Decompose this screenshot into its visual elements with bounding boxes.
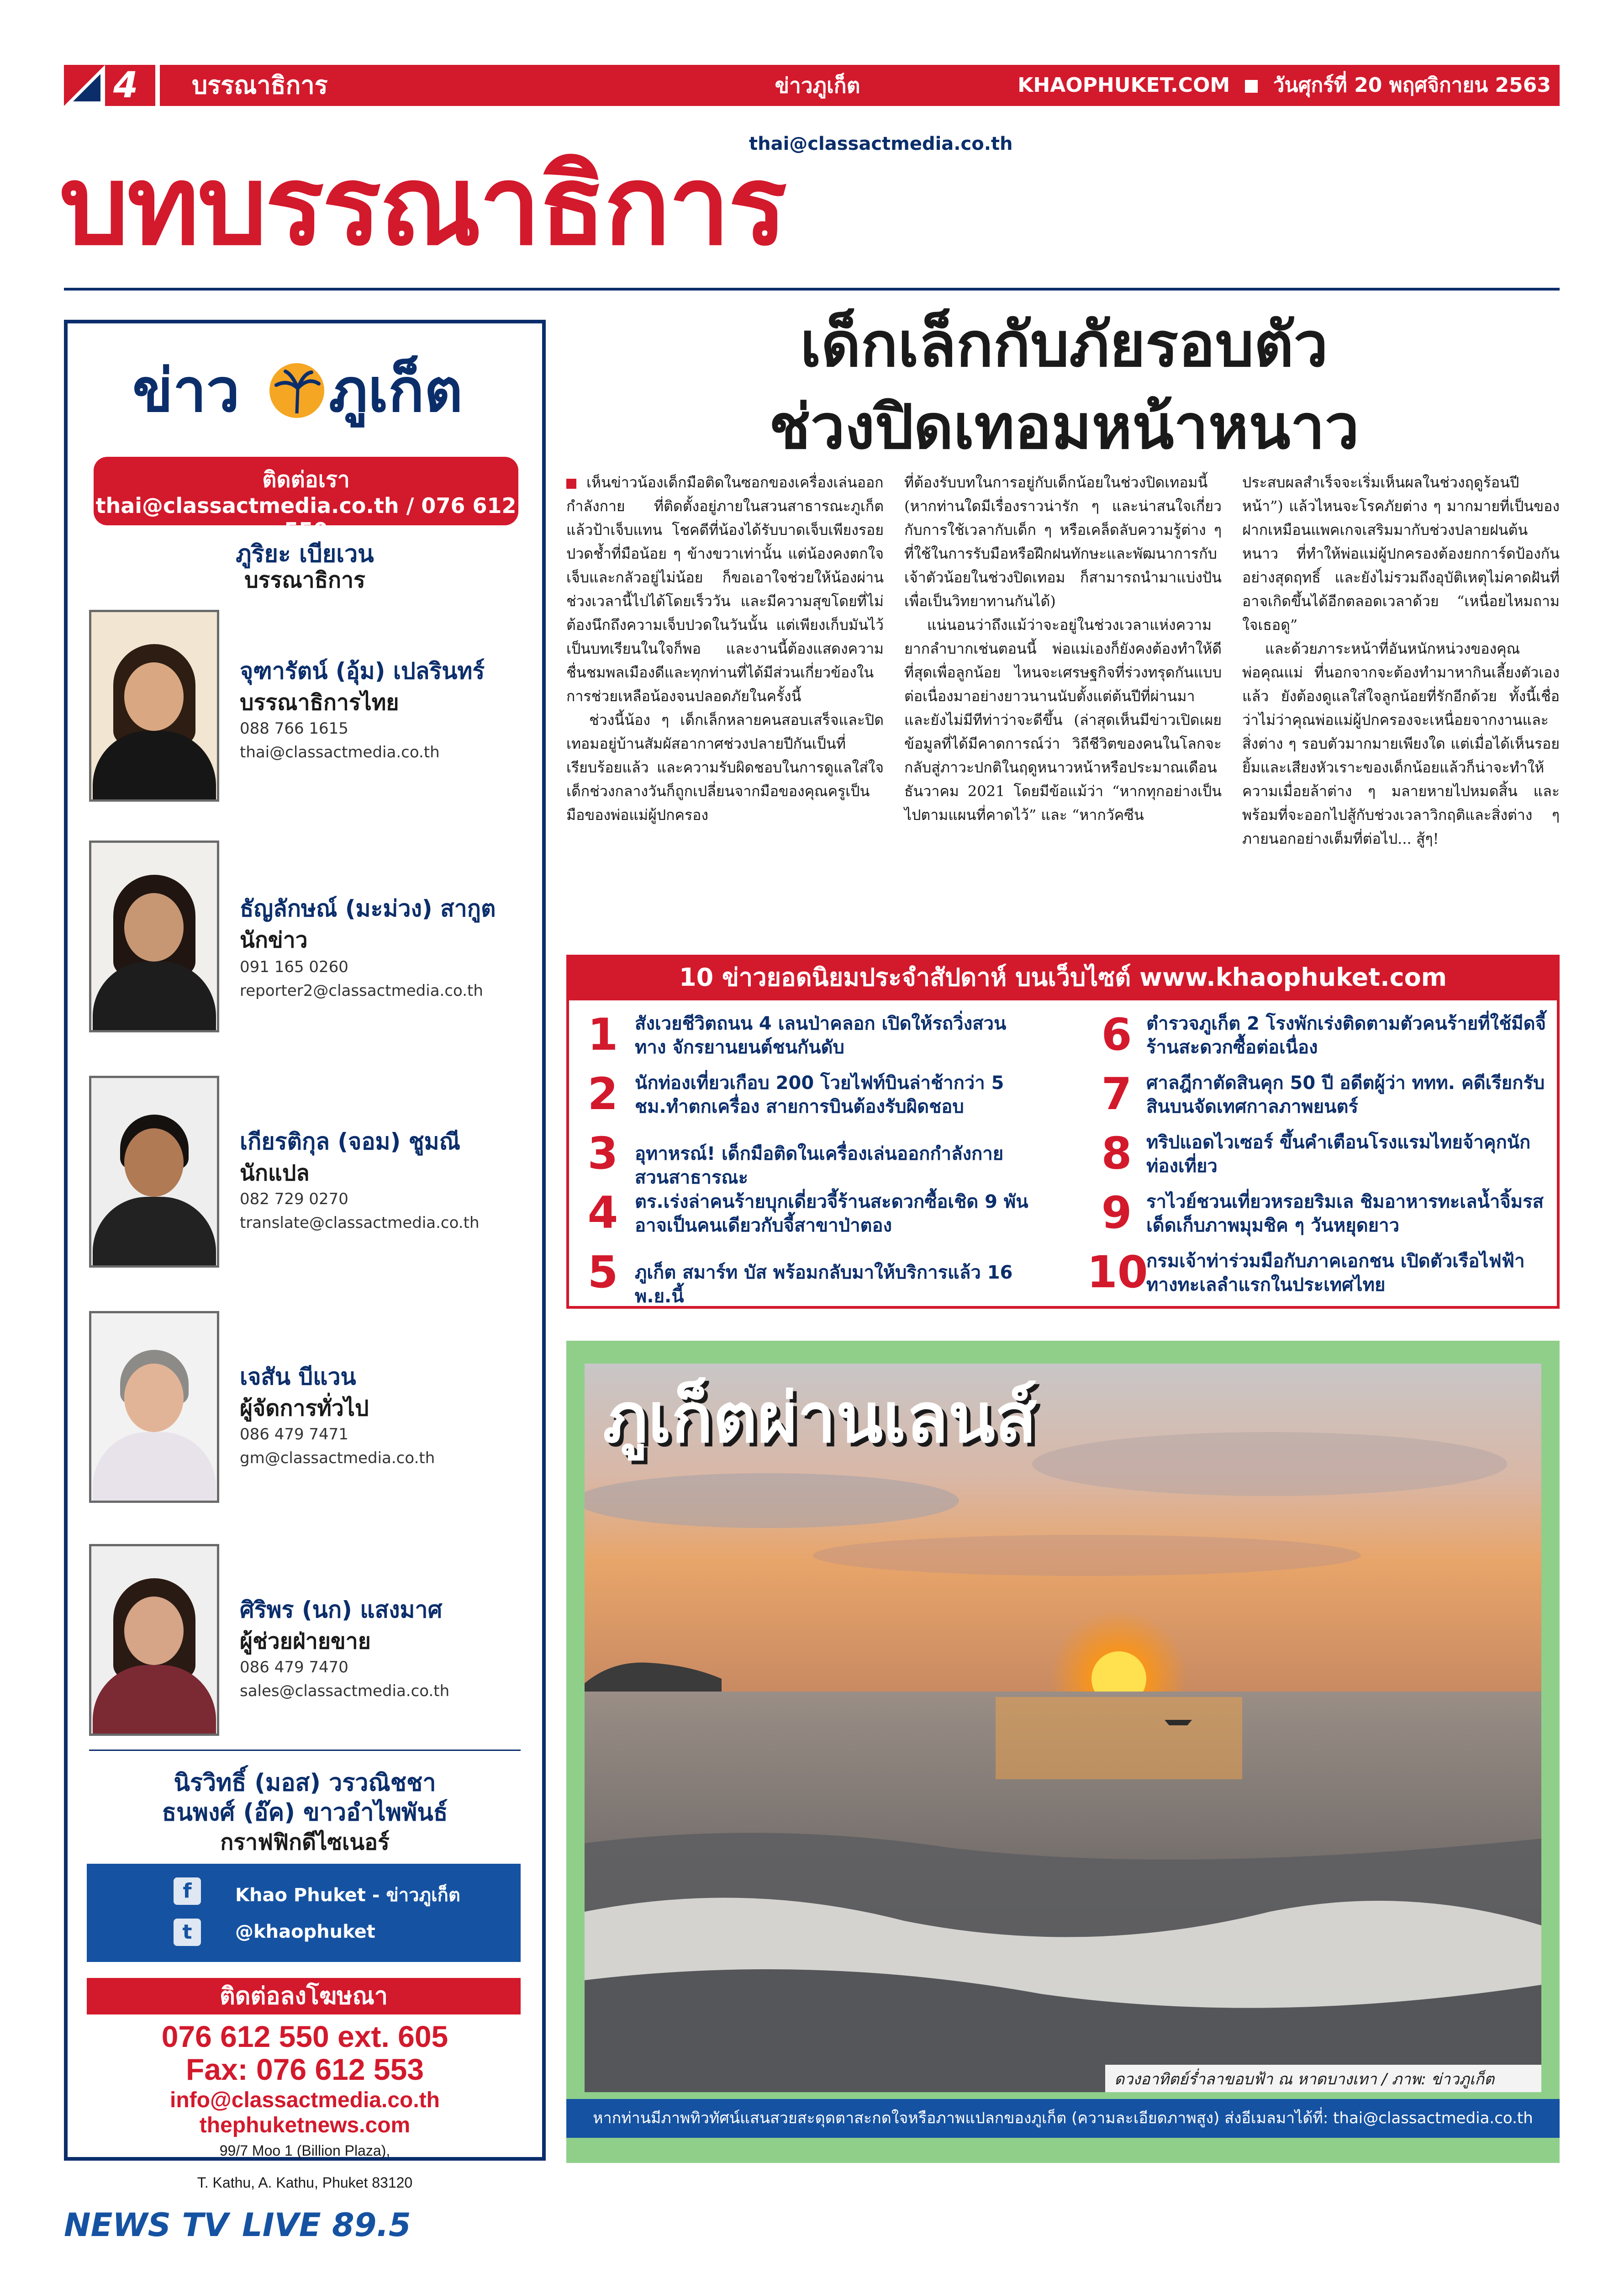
site-and-date bbox=[1018, 65, 1551, 106]
ad-email[interactable]: info@classactmedia.co.th bbox=[170, 2088, 440, 2112]
staff-role-4: ผู้จัดการทั่วไป bbox=[240, 1396, 369, 1421]
headline-line-2: ช่วงปิดเทอมหน้าหนาว bbox=[769, 391, 1360, 463]
top10-item-3[interactable]: อุทาหรณ์! เด็กมือติดในเครื่องเล่นออกกำลังกายสวนสาธารณะ bbox=[635, 1143, 1004, 1188]
staff-role-2: นักข่าว bbox=[240, 927, 308, 953]
top10-item-10[interactable]: กรมเจ้าท่าร่วมมือกับภาคเอกชน เปิดตัวเรือไฟฟ้าทางทะเลลำแรกในประเทศไทย bbox=[1146, 1251, 1525, 1295]
top10-number: 9 bbox=[1101, 1187, 1132, 1238]
sunset-image bbox=[585, 1364, 1541, 2092]
palm-tree-icon bbox=[269, 363, 324, 418]
header-divider bbox=[155, 65, 160, 106]
photo-submit-bar[interactable]: หากท่านมีภาพทิวทัศน์แสนสวยสะดุดตาสะกดใจหรือภาพแปลกของภูเก็ต (ความละเอียดภาพสูง) ส่งอีเมลมาได้ที่: thai@classactmedia.co.th bbox=[566, 2099, 1560, 2138]
article-column-3 bbox=[1242, 471, 1560, 851]
top10-number: 10 bbox=[1087, 1247, 1148, 1298]
sidebar-divider bbox=[89, 1750, 521, 1751]
khaophuket-logo bbox=[132, 352, 489, 429]
top10-number: 3 bbox=[587, 1128, 618, 1179]
twitter-label[interactable]: @khaophuket bbox=[235, 1921, 375, 1942]
ad-phone[interactable]: 076 612 550 ext. 605 bbox=[161, 2020, 448, 2053]
top10-item-1[interactable]: สังเวยชีวิตถนน 4 เลนป่าคลอก เปิดให้รถวิ่งสวนทาง จักรยานยนต์ชนกันดับ bbox=[635, 1013, 1007, 1058]
staff-photo-1 bbox=[89, 610, 219, 802]
top10-item-5[interactable]: ภูเก็ต สมาร์ท บัส พร้อมกลับมาให้บริการแล้ว 16 พ.ย.นี้ bbox=[635, 1262, 1013, 1307]
logo-text-left: ข่าว bbox=[132, 356, 240, 425]
staff-email-3[interactable]: translate@classactmedia.co.th bbox=[240, 1214, 480, 1232]
staff-photo-5 bbox=[89, 1544, 219, 1736]
live-radio-logo: LIVE 89.5 bbox=[242, 2206, 411, 2244]
corner-triangle-blue bbox=[73, 74, 100, 101]
social-box bbox=[87, 1864, 521, 1962]
page-title: บทบรรณาธิการ bbox=[59, 142, 786, 270]
staff-phone-5[interactable]: 086 479 7470 bbox=[240, 1658, 348, 1676]
top10-header: 10 ข่าวยอดนิยมประจำสัปดาห์ บนเว็บไซต์ www.khaophuket.com bbox=[566, 955, 1560, 1000]
sunset-photo bbox=[585, 1364, 1541, 2092]
top10-number: 1 bbox=[587, 1009, 618, 1060]
page-number: 4 bbox=[113, 65, 138, 106]
staff-email-5[interactable]: sales@classactmedia.co.th bbox=[240, 1682, 450, 1700]
top10-item-8[interactable]: ทริปแอดไวเซอร์ ขึ้นคำเตือนโรงแรมไทยจ้าคุกนักท่องเที่ยว bbox=[1146, 1132, 1531, 1177]
top10-item-2[interactable]: นักท่องเที่ยวเกือบ 200 โวยไฟท์บินล่าช้ากว่า 5 ชม.ทำตกเครื่อง สายการบินต้องรับผิดชอบ bbox=[635, 1073, 1004, 1117]
top10-item-4[interactable]: ตร.เร่งล่าคนร้ายบุกเดี่ยวจี้ร้านสะดวกซื้อเชิด 9 พัน อาจเป็นคนเดียวกับจี้สาขาป่าตอง bbox=[635, 1191, 1028, 1236]
top10-number: 4 bbox=[587, 1187, 618, 1238]
staff-phone-2[interactable]: 091 165 0260 bbox=[240, 958, 348, 976]
contact-box bbox=[94, 457, 518, 543]
staff-photo-2 bbox=[89, 841, 219, 1032]
paragraph: ประสบผลสำเร็จจะเริ่มเห็นผลในช่วงฤดูร้อนปีหน้า”) แล้วไหนจะโรคภัยต่าง ๆ มากมายที่เป็นของฝากเหมือนแพคเกจเสริมมากับช่วงปลายฝนต้นหนาว ที่ทำให้พ่อแม่ผู้ปกครองต้องยกการ์ดป้องกันอย่างสุดฤทธิ์ และยังไม่รวมถึงอุบัติเหตุไม่คาดฝันที่อาจเกิดขึ้นได้อีกตลอดเวลาด้วย “เหนื่อยไหมถามใจเธอดู” bbox=[1242, 474, 1560, 634]
staff-role-5: ผู้ช่วยฝ่ายขาย bbox=[240, 1628, 371, 1654]
top10-number: 5 bbox=[587, 1247, 618, 1298]
editor-name: ภูริยะ เบียเวน bbox=[236, 540, 374, 568]
paragraph: แน่นอนว่าถึงแม้ว่าจะอยู่ในช่วงเวลาแห่งความยากลำบากเช่นตอนนี้ พ่อแม่เองก็ยังคงต้องทำให้ดีที่สุดเพื่อลูกน้อย ไหนจะเศรษฐกิจที่ร่วงทรุดกันแบบต่อเนื่องมาอย่างยาวนานนับตั้งแต่ต้นปีที่ผ่านมา และยังไม่มีทีท่าว่าจะดีขึ้น (ล่าสุดเห็นมีข่าวเปิดเผยข้อมูลที่ได้มีคาดการณ์ว่า วิถีชีวิตของคนในโลกจะกลับสู่ภาวะปกติในฤดูหนาวหน้าหรือประมาณเดือนธันวาคม 2021 โดยมีข้อแม้ว่า “หากทุกอย่างเป็นไปตามแผนที่คาดไว้” และ “หากวัคซีน bbox=[904, 616, 1222, 824]
staff-phone-3[interactable]: 082 729 0270 bbox=[240, 1190, 348, 1208]
staff-role-3: นักแปล bbox=[240, 1160, 310, 1186]
contact-title: ติดต่อเรา bbox=[262, 467, 350, 492]
logo-text-right: ภูเก็ต bbox=[329, 356, 463, 425]
staff-name-3: เกียรติกุล (จอม) ชูมณี bbox=[240, 1128, 460, 1155]
staff-role-1: บรรณาธิการไทย bbox=[240, 690, 399, 715]
staff-name-2: ธัญลักษณ์ (มะม่วง) สากูต bbox=[240, 895, 496, 922]
staff-email-2[interactable]: reporter2@classactmedia.co.th bbox=[240, 982, 483, 1000]
staff-email-4[interactable]: gm@classactmedia.co.th bbox=[240, 1449, 435, 1467]
twitter-icon[interactable]: t bbox=[174, 1919, 201, 1946]
issue-date: วันศุกร์ที่ 20 พฤศจิกายน 2563 bbox=[1273, 74, 1551, 97]
photo-section-title: ภูเก็ตผ่านเลนส์ bbox=[603, 1379, 1037, 1458]
paragraph: และด้วยภาระหน้าที่อันหนักหน่วงของคุณพ่อคุณแม่ ที่นอกจากจะต้องทำมาหากินเลี้ยงตัวเองแล้ว ยังต้องดูแลใส่ใจลูกน้อยที่รักอีกด้วย ทั้งนี้เชื่อว่าไม่ว่าคุณพ่อแม่ผู้ปกครองจะเหนื่อยจากงานและสิ่งต่าง ๆ รอบตัวมากมายเพียงใด แต่เมื่อได้เห็นรอยยิ้มและเสียงหัวเราะของเด็กน้อยแล้วก็น่าจะทำให้ความเมื่อยล้าต่าง ๆ มลายหายไปหมดสิ้น และพร้อมที่จะออกไปสู้กับช่วงเวลาวิกฤติและสิ่งต่าง ๆ ภายนอกอย่างเต็มที่ต่อไป... สู้ๆ! bbox=[1242, 640, 1560, 847]
contact-line[interactable]: thai@classactmedia.co.th / 076 612 550 bbox=[95, 493, 517, 543]
top10-item-7[interactable]: ศาลฎีกาตัดสินคุก 50 ปี อดีตผู้ว่า ททท. คดีเรียกรับสินบนจัดเทศกาลภาพยนตร์ bbox=[1146, 1073, 1545, 1117]
facebook-label[interactable]: Khao Phuket - ข่าวภูเก็ต bbox=[235, 1885, 460, 1906]
ad-website[interactable]: thephuketnews.com bbox=[199, 2113, 411, 2137]
masthead-small: ข่าวภูเก็ต bbox=[775, 73, 860, 98]
ad-fax: Fax: 076 612 553 bbox=[185, 2052, 424, 2086]
top10-item-6[interactable]: ตำรวจภูเก็ต 2 โรงพักเร่งติดตามตัวคนร้ายที่ใช้มีดจี้ร้านสะดวกซื้อต่อเนื่อง bbox=[1146, 1013, 1546, 1058]
title-rule bbox=[64, 288, 1560, 291]
top10-number: 6 bbox=[1101, 1009, 1132, 1060]
staff-name-5: ศิริพร (นก) แสงมาศ bbox=[240, 1597, 443, 1623]
designer-name-1: นิรวิทธิ์ (มอส) วรวณิชชา bbox=[174, 1769, 436, 1797]
ad-address-2: T. Kathu, A. Kathu, Phuket 83120 bbox=[197, 2174, 413, 2191]
facebook-icon[interactable]: f bbox=[174, 1877, 201, 1905]
article-column-2 bbox=[904, 471, 1222, 827]
site-url[interactable]: KHAOPHUKET.COM bbox=[1018, 74, 1230, 97]
headline-line-1: เด็กเล็กกับภัยรอบตัว bbox=[800, 309, 1328, 381]
top10-item-9[interactable]: ราไวย์ชวนเที่ยวหรอยริมเล ชิมอาหารทะเลน้ำจิ้มรสเด็ดเก็บภาพมุมชิค ๆ วันหยุดยาว bbox=[1146, 1191, 1544, 1236]
staff-name-1: จุฑารัตน์ (อุ้ม) เปลรินทร์ bbox=[240, 658, 485, 684]
staff-photo-4 bbox=[89, 1311, 219, 1503]
staff-photo-3 bbox=[89, 1076, 219, 1268]
staff-name-4: เจสัน บีแวน bbox=[240, 1364, 356, 1390]
designer-name-2: ธนพงศ์ (อ๊ค) ขาวอำไพพันธ์ bbox=[162, 1799, 448, 1826]
palm-sun-icon bbox=[269, 363, 324, 418]
square-separator-icon bbox=[1245, 80, 1258, 93]
designer-role: กราฟฟิกดีไซเนอร์ bbox=[220, 1829, 390, 1855]
top10-number: 8 bbox=[1101, 1128, 1132, 1179]
paragraph: ที่ต้องรับบทในการอยู่กับเด็กน้อยในช่วงปิดเทอมนี้ (หากท่านใดมีเรื่องราวน่ารัก ๆ และน่าสนใจเกี่ยวกับการใช้เวลากับเด็ก ๆ หรือเคล็ดลับความรู้ต่าง ๆ ที่ใช้ในการรับมือหรือฝึกฝนทักษะและพัฒนาการกับเจ้าตัวน้อยในช่วงปิดเทอม ก็สามารถนำมาแบ่งปันเพื่อเป็นวิทยาทานกันได้) bbox=[904, 474, 1222, 610]
bullet-icon bbox=[566, 479, 576, 489]
title-email[interactable]: thai@classactmedia.co.th bbox=[749, 133, 1013, 154]
top10-number: 2 bbox=[587, 1068, 618, 1120]
paragraph: เห็นข่าวน้องเด็กมือติดในซอกของเครื่องเล่นออกกำลังกาย ที่ติดตั้งอยู่ภายในสวนสาธารณะภูเก็ตแล้วป้าเจ็บแทน โชคดีที่น้องได้รับบาดเจ็บเพียงรอยปวดช้ำที่มือน้อย ๆ ข้างขวาเท่านั้น แต่น้องคงตกใจ เจ็บและกลัวอยู่ไม่น้อย ก็ขอเอาใจช่วยให้น้องผ่านช่วงเวลานี้ไปได้โดยเร็ววัน และมีความสุขโดยที่ไม่ต้องนึกถึงความเจ็บปวดในวันนั้น แต่เพียงเก็บมันไว้เป็นบทเรียนในใจก็พอ และงานนี้ต้องแสดงความชื่นชมพลเมืองดีและทุกท่านที่ได้มีส่วนเกี่ยวข้องในการช่วยเหลือน้องจนปลอดภัยในครั้งนี้ bbox=[566, 474, 884, 705]
paragraph: ช่วงนี้น้อง ๆ เด็กเล็กหลายคนสอบเสร็จและปิดเทอมอยู่บ้านสัมผัสอากาศช่วงปลายปีกันเป็นที่เรียบร้อยแล้ว และความรับผิดชอบในการดูแลใส่ใจเด็กช่วงกลางวันก็ถูกเปลี่ยนจากมือของคุณครูเป็นมือของพ่อแม่ผู้ปกครอง bbox=[566, 711, 884, 824]
staff-phone-1[interactable]: 088 766 1615 bbox=[240, 719, 348, 738]
staff-phone-4[interactable]: 086 479 7471 bbox=[240, 1425, 348, 1443]
editor-role: บรรณาธิการ bbox=[244, 567, 365, 593]
news-tv-logo: NEWS TV bbox=[64, 2206, 229, 2244]
article-column-1 bbox=[566, 471, 884, 827]
section-label: บรรณาธิการ bbox=[192, 71, 328, 100]
photo-caption: ดวงอาทิตย์ร่ำลาขอบฟ้า ณ หาดบางเทา / ภาพ: ข่าวภูเก็ต bbox=[1114, 2070, 1494, 2088]
ad-address-1: 99/7 Moo 1 (Billion Plaza), bbox=[219, 2142, 390, 2159]
top10-number: 7 bbox=[1101, 1068, 1132, 1120]
ad-contact-title: ติดต่อลงโฆษณา bbox=[87, 1978, 521, 2014]
staff-email-1[interactable]: thai@classactmedia.co.th bbox=[240, 743, 440, 761]
